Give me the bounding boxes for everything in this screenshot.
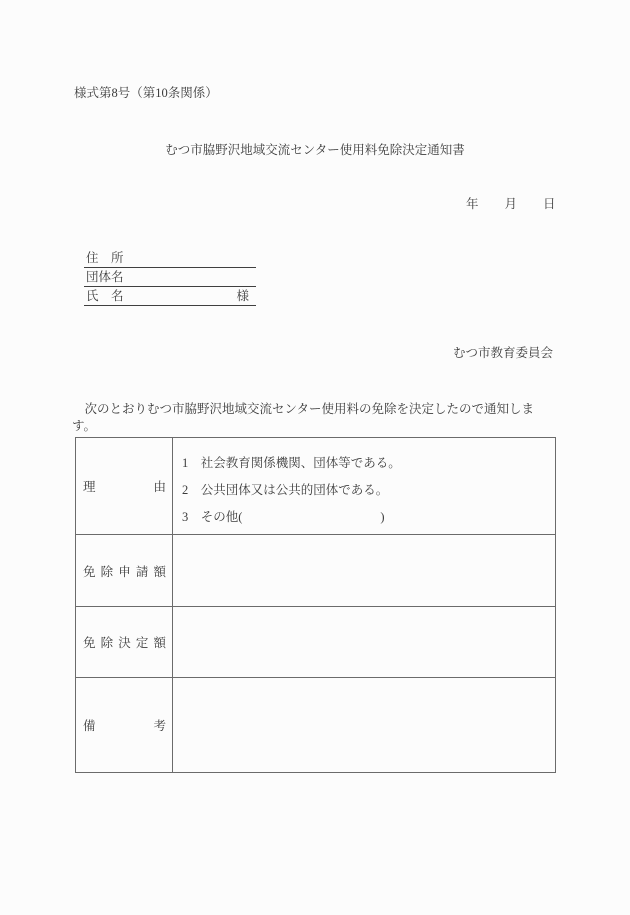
date-month-label: 月 bbox=[504, 197, 518, 211]
decision-amount-label-cell bbox=[76, 607, 173, 678]
name-field bbox=[84, 287, 256, 306]
remarks-value-cell bbox=[173, 678, 555, 772]
sender-name: むつ市教育委員会 bbox=[453, 346, 554, 360]
reason-label-cell bbox=[76, 438, 173, 535]
document-title: むつ市脇野沢地域交流センター使用料免除決定通知書 bbox=[165, 143, 465, 157]
name-label: 氏 名 bbox=[86, 289, 124, 303]
remarks-label-cell bbox=[76, 678, 173, 772]
decision-amount-value-cell bbox=[173, 607, 555, 678]
reason-label: 理 由 bbox=[83, 480, 166, 494]
application-amount-label: 免 除 申 請 額 bbox=[83, 564, 166, 579]
reason-item-2: 2 公共団体又は公共的団体である。 bbox=[182, 483, 389, 497]
reason-item-1: 1 社会教育関係機関、団体等である。 bbox=[182, 456, 401, 470]
recipient-block bbox=[84, 249, 256, 306]
decision-amount-label: 免 除 決 定 額 bbox=[83, 636, 166, 650]
address-field bbox=[84, 249, 256, 268]
reason-content-cell bbox=[173, 438, 555, 535]
date-day-label: 日 bbox=[543, 197, 556, 211]
remarks-label: 備 考 bbox=[83, 719, 166, 733]
reason-item-3-prefix: 3 その他( bbox=[182, 510, 243, 524]
date-year-label: 年 bbox=[466, 197, 479, 211]
organization-field bbox=[84, 268, 256, 287]
form-number: 様式第8号（第10条関係） bbox=[74, 86, 218, 100]
notice-body-text: 次のとおりむつ市脇野沢地域交流センター使用料の免除を決定したので通知します。 bbox=[72, 402, 535, 433]
honorific-label: 様 bbox=[236, 289, 249, 303]
exemption-table bbox=[75, 437, 556, 773]
organization-label: 団体名 bbox=[86, 270, 124, 284]
reason-item-3-suffix: ) bbox=[380, 510, 385, 524]
application-amount-label-cell bbox=[76, 535, 173, 607]
reason-item-3 bbox=[182, 504, 555, 531]
address-label: 住 所 bbox=[86, 251, 124, 265]
application-amount-value-cell bbox=[173, 535, 555, 607]
date-line bbox=[466, 196, 556, 213]
